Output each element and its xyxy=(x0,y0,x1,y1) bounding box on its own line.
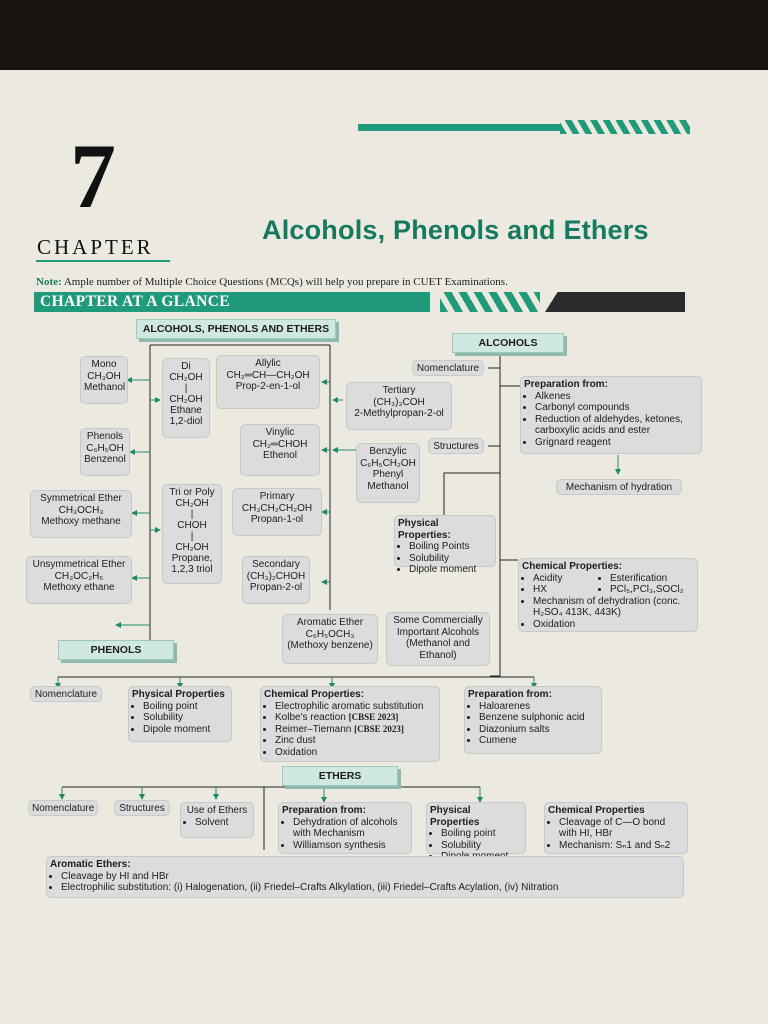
alcohols-commercial xyxy=(386,612,490,666)
phenols-chemical-item xyxy=(275,712,436,724)
class-mono xyxy=(80,356,128,404)
root-header: ALCOHOLS, PHENOLS AND ETHERS xyxy=(136,319,336,339)
class-phenols xyxy=(80,428,130,476)
class-tri-poly xyxy=(162,484,222,584)
ethers-nomenclature: Nomenclature xyxy=(28,800,98,816)
alcohols-structures: Structures xyxy=(428,438,484,454)
ethers-uses xyxy=(180,802,254,838)
class-tri-bond-1: | xyxy=(190,509,194,520)
ethers-preparation xyxy=(278,802,412,854)
alcohols-commercial-line: Important Alcohols xyxy=(396,626,480,638)
class-di-formula-2: CH₂OH xyxy=(169,394,203,405)
class-tertiary-iupac: 2-Methylpropan-2-ol xyxy=(354,408,444,419)
ethers-chemical-item: • Cleavage of C—O bond with HI, HBr xyxy=(559,817,684,840)
class-tri-iupac-1: Propane, xyxy=(171,553,213,564)
phenols-preparation xyxy=(464,686,602,754)
ethers-physical-item: • Boiling point xyxy=(441,828,522,840)
alcohols-chemical-more xyxy=(522,596,694,631)
alcohols-commercial-line: (Methanol and xyxy=(406,638,470,649)
alcohols-preparation-item: • Carbonyl compounds xyxy=(535,402,698,414)
ethers-preparation-item: • Williamson synthesis xyxy=(293,840,408,852)
ethers-aromatic-title: Aromatic Ethers: xyxy=(50,859,131,870)
phenols-physical-list xyxy=(132,701,228,736)
class-sym-ether-iupac: Methoxy methane xyxy=(41,516,121,527)
glance-title: CHAPTER AT A GLANCE xyxy=(40,293,231,310)
class-vinylic-formula: CH₂═CHOH xyxy=(252,438,308,450)
ethers-uses-title: Use of Ethers xyxy=(186,805,248,816)
class-secondary-iupac: Propan-2-ol xyxy=(249,582,303,593)
class-allylic xyxy=(216,355,320,409)
phenols-preparation-item: • Diazonium salts xyxy=(479,724,598,736)
class-sym-ether-name: Symmetrical Ether xyxy=(40,493,122,504)
alcohols-commercial-line: Some Commercially xyxy=(393,615,483,626)
class-vinylic xyxy=(240,424,320,476)
phenols-chemical-item: • Electrophilic aromatic substitution xyxy=(275,701,436,713)
alcohols-nomenclature: Nomenclature xyxy=(412,360,484,376)
class-tri-bond-2: | xyxy=(190,531,194,542)
note-label: Note: xyxy=(36,276,62,288)
cbse-tag: [CBSE 2023] xyxy=(348,712,399,722)
class-benzylic-iupac-2: Methanol xyxy=(367,480,409,492)
note-text: Ample number of Multiple Choice Questions (MCQs) will help you prepare in CUET Examinations. xyxy=(63,276,508,288)
alcohols-chemical-item: • PCl₅,PCl₃,SOCl₂ xyxy=(610,584,684,596)
alcohols-chemical-col2 xyxy=(599,573,684,596)
phenols-physical-title: Physical Properties xyxy=(132,689,225,700)
ethers-chemical-item: • Mechanism: Sₙ1 and Sₙ2 xyxy=(559,840,684,852)
class-secondary-name: Secondary xyxy=(252,559,300,570)
alcohols-chemical-item: • HX xyxy=(533,584,599,596)
ethers-chemical-title: Chemical Properties xyxy=(548,805,645,816)
phenols-preparation-item: • Haloarenes xyxy=(479,701,598,713)
class-secondary-formula: (CH₃)₂CHOH xyxy=(246,570,306,582)
phenols-chemical-item-text: Kolbe's reaction xyxy=(275,712,346,723)
class-aromatic-ether-iupac: (Methoxy benzene) xyxy=(287,640,373,651)
class-tertiary-formula: (CH₃)₃COH xyxy=(373,396,425,408)
class-unsym-ether-formula: CH₃OC₂H₅ xyxy=(54,570,104,582)
alcohols-chemical-item: • Acidity xyxy=(533,573,599,585)
ethers-chemical xyxy=(544,802,688,854)
class-di-iupac-1: Ethane xyxy=(170,405,202,416)
alcohols-chemical-item: • Esterification xyxy=(610,573,684,585)
class-benzylic-iupac-1: Phenyl xyxy=(372,469,404,480)
class-phenols-name: Phenols xyxy=(86,431,124,442)
phenols-physical-item: • Boiling point xyxy=(143,701,228,713)
ethers-aromatic-item: • Electrophilic substitution: (i) Halogenation, (ii) Friedel–Crafts Alkylation, (iii) Friedel–Crafts Acylation, (iv) Nitration xyxy=(61,882,680,894)
chapter-word: CHAPTER xyxy=(37,235,154,259)
class-vinylic-name: Vinylic xyxy=(265,427,295,438)
class-mono-formula: CH₃OH xyxy=(87,370,121,382)
class-benzylic xyxy=(356,443,420,503)
class-benzylic-formula: C₆H₅CH₂OH xyxy=(360,457,416,469)
alcohols-chemical-title: Chemical Properties: xyxy=(522,561,623,572)
class-symmetrical-ether xyxy=(30,490,132,538)
class-vinylic-iupac: Ethenol xyxy=(263,450,297,461)
alcohols-mechanism-hydration: Mechanism of hydration xyxy=(556,479,682,495)
phenols-chemical-list xyxy=(264,701,436,759)
class-secondary xyxy=(242,556,310,604)
class-di-formula-1: CH₂OH xyxy=(169,372,203,383)
ethers-structures: Structures xyxy=(114,800,170,816)
class-benzylic-name: Benzylic xyxy=(369,446,407,457)
ethers-physical xyxy=(426,802,526,854)
class-sym-ether-formula: CH₃OCH₃ xyxy=(58,504,104,516)
ethers-preparation-title: Preparation from: xyxy=(282,805,366,816)
alcohols-preparation-list xyxy=(524,391,698,449)
class-aromatic-ether xyxy=(282,614,378,664)
class-di xyxy=(162,358,210,438)
ethers-aromatic-item: • Cleavage by HI and HBr xyxy=(61,871,680,883)
phenols-nomenclature: Nomenclature xyxy=(30,686,102,702)
phenols-preparation-item: • Cumene xyxy=(479,735,598,747)
phenols-chemical-item: • Zinc dust xyxy=(275,735,436,747)
alcohols-commercial-line: Ethanol) xyxy=(419,649,457,661)
alcohols-preparation xyxy=(520,376,702,454)
phenols-chemical-item xyxy=(275,724,436,736)
ethers-aromatic xyxy=(46,856,684,898)
ethers-aromatic-list xyxy=(50,871,680,894)
alcohols-chemical-col1 xyxy=(522,573,599,596)
class-unsymmetrical-ether xyxy=(26,556,132,604)
alcohols-physical-title: Physical Properties: xyxy=(398,518,451,541)
alcohols-preparation-item: • Reduction of aldehydes, ketones, carboxylic acids and ester xyxy=(535,414,698,437)
cbse-tag: [CBSE 2023] xyxy=(354,723,404,734)
class-mono-iupac: Methanol xyxy=(84,382,126,393)
class-tri-formula-1: CH₂OH xyxy=(175,498,209,509)
chapter-number: 7 xyxy=(70,125,116,227)
phenols-chemical xyxy=(260,686,440,762)
class-phenols-formula: C₆H₅OH xyxy=(86,442,124,454)
alcohols-preparation-item: • Alkenes xyxy=(535,391,698,403)
class-tertiary-name: Tertiary xyxy=(382,385,416,396)
ethers-chemical-list xyxy=(548,817,684,852)
class-allylic-name: Allylic xyxy=(255,358,281,369)
alcohols-physical-item: • Boiling Points xyxy=(409,541,492,553)
ethers-uses-list xyxy=(184,817,250,829)
phenols-physical xyxy=(128,686,232,742)
alcohols-chemical-item: • Mechanism of dehydration (conc. H₂SO₄ 413K, 443K) xyxy=(533,596,694,619)
class-di-iupac-2: 1,2-diol xyxy=(169,416,203,427)
alcohols-preparation-title: Preparation from: xyxy=(524,379,608,390)
class-tri-formula-2: CHOH xyxy=(177,520,207,531)
class-tertiary xyxy=(346,382,452,430)
class-unsym-ether-iupac: Methoxy ethane xyxy=(43,582,115,593)
class-tri-iupac-2: 1,2,3 triol xyxy=(171,564,213,575)
ethers-physical-item: • Solubility xyxy=(441,840,522,852)
class-allylic-iupac: Prop-2-en-1-ol xyxy=(235,381,301,392)
class-phenols-iupac: Benzenol xyxy=(84,454,126,465)
class-mono-name: Mono xyxy=(91,359,117,370)
phenols-preparation-list xyxy=(468,701,598,747)
phenols-preparation-title: Preparation from: xyxy=(468,689,552,700)
alcohols-physical-list xyxy=(398,541,492,576)
phenols-chemical-item: • Oxidation xyxy=(275,747,436,759)
alcohols-chemical-item: • Oxidation xyxy=(533,619,694,631)
class-primary-iupac: Propan-1-ol xyxy=(250,514,304,525)
phenols-chemical-title: Chemical Properties: xyxy=(264,689,365,700)
class-primary-name: Primary xyxy=(259,491,295,502)
class-allylic-formula: CH₂═CH—CH₂OH xyxy=(226,369,310,381)
alcohols-physical-item: • Solubility xyxy=(409,553,492,565)
alcohols-chemical-columns xyxy=(522,573,694,596)
chapter-title: Alcohols, Phenols and Ethers xyxy=(262,215,649,245)
ethers-header: ETHERS xyxy=(282,766,398,786)
phenols-header: PHENOLS xyxy=(58,640,174,660)
class-tri-name: Tri or Poly xyxy=(169,487,215,498)
alcohols-physical-item: • Dipole moment xyxy=(409,564,492,576)
class-primary xyxy=(232,488,322,536)
class-di-bond: | xyxy=(184,383,188,394)
ethers-preparation-item: • Dehydration of alcohols with Mechanism xyxy=(293,817,408,840)
ethers-uses-item: • Solvent xyxy=(195,817,250,829)
class-aromatic-ether-name: Aromatic Ether xyxy=(296,617,364,628)
class-di-name: Di xyxy=(181,361,191,372)
phenols-physical-item: • Dipole moment xyxy=(143,724,228,736)
alcohols-header: ALCOHOLS xyxy=(452,333,564,353)
alcohols-chemical xyxy=(518,558,698,632)
phenols-physical-item: • Solubility xyxy=(143,712,228,724)
phenols-preparation-item: • Benzene sulphonic acid xyxy=(479,712,598,724)
ethers-preparation-list xyxy=(282,817,408,852)
class-primary-formula: CH₃CH₂CH₂OH xyxy=(241,502,313,514)
ethers-physical-title: Physical Properties xyxy=(430,805,480,828)
alcohols-preparation-item: • Grignard reagent xyxy=(535,437,698,449)
class-unsym-ether-name: Unsymmetrical Ether xyxy=(32,559,126,570)
phenols-chemical-item-text: Reimer–Tiemann xyxy=(275,723,352,735)
class-aromatic-ether-formula: C₆H₅OCH₃ xyxy=(305,628,355,640)
alcohols-physical xyxy=(394,515,496,575)
class-tri-formula-3: CH₂OH xyxy=(175,542,209,553)
